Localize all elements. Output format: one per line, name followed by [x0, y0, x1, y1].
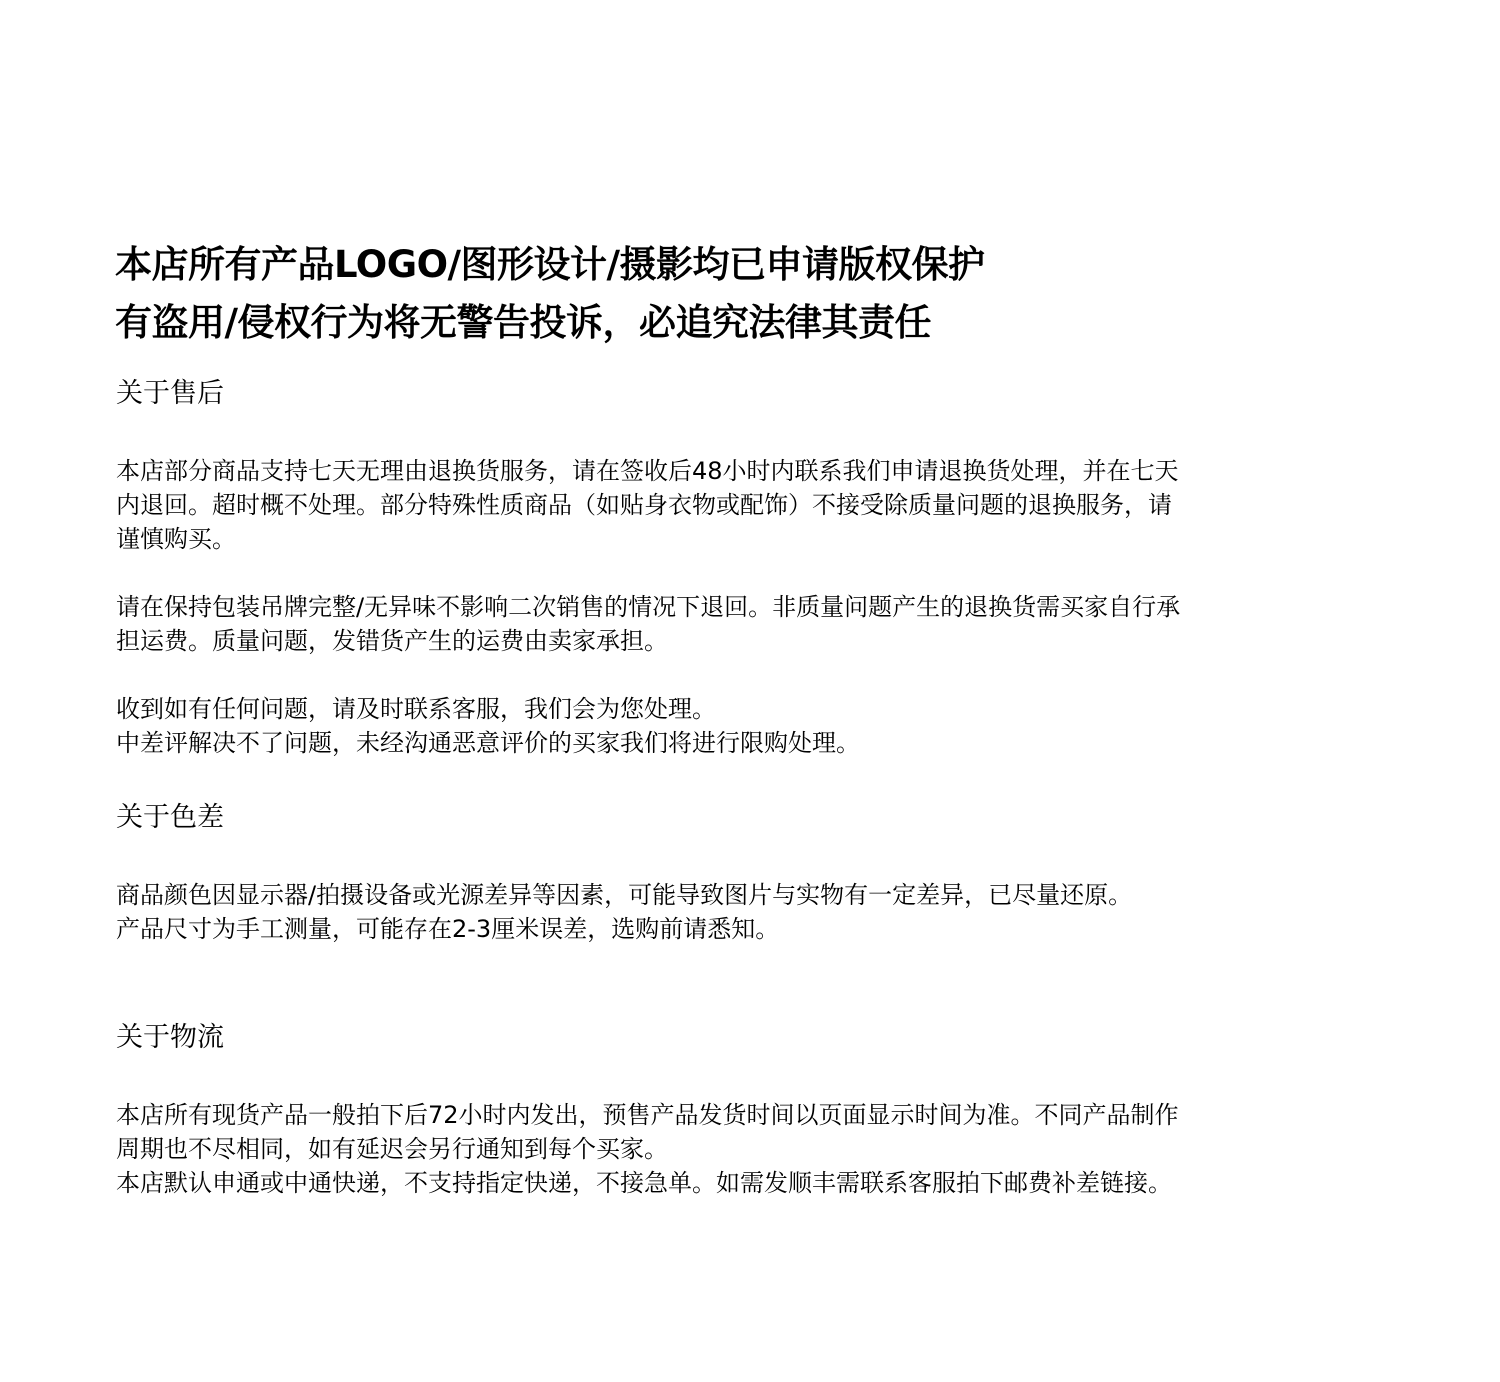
copyright-notice-line-1: 本店所有产品LOGO/图形设计/摄影均已申请版权保护 [115, 243, 985, 286]
logistics-line: 本店默认申通或中通快递，不支持指定快递，不接急单。如需发顺丰需联系客服拍下邮费补差链接。 [116, 1169, 1172, 1197]
color-difference-text [116, 878, 1391, 946]
color-difference-heading: 关于色差 [116, 802, 224, 833]
color-difference-line: 产品尺寸为手工测量，可能存在2-3厘米误差，选购前请悉知。 [116, 915, 780, 943]
logistics-text [116, 1098, 1391, 1200]
after-sales-shipping-cost [116, 590, 1391, 658]
after-sales-contact-line: 收到如有任何问题，请及时联系客服，我们会为您处理。 [116, 695, 716, 723]
copyright-notice [115, 236, 1405, 352]
after-sales-heading: 关于售后 [116, 378, 224, 409]
after-sales-return-policy [116, 454, 1391, 556]
logistics-line: 周期也不尽相同，如有延迟会另行通知到每个买家。 [116, 1135, 668, 1163]
copyright-notice-line-2: 有盗用/侵权行为将无警告投诉，必追究法律其责任 [115, 301, 932, 344]
after-sales-shipping-cost-line: 请在保持包装吊牌完整/无异味不影响二次销售的情况下退回。非质量问题产生的退换货需买家自行承 [116, 593, 1181, 621]
logistics-line: 本店所有现货产品一般拍下后72小时内发出，预售产品发货时间以页面显示时间为准。不同产品制作 [116, 1101, 1179, 1129]
after-sales-contact [116, 692, 1391, 760]
logistics-heading: 关于物流 [116, 1022, 224, 1053]
after-sales-return-policy-line: 内退回。超时概不处理。部分特殊性质商品（如贴身衣物或配饰）不接受除质量问题的退换服务，请 [116, 491, 1172, 519]
after-sales-return-policy-line: 本店部分商品支持七天无理由退换货服务，请在签收后48小时内联系我们申请退换货处理，并在七天 [116, 457, 1179, 485]
after-sales-return-policy-line: 谨慎购买。 [116, 525, 236, 553]
after-sales-contact-line: 中差评解决不了问题，未经沟通恶意评价的买家我们将进行限购处理。 [116, 729, 860, 757]
after-sales-shipping-cost-line: 担运费。质量问题，发错货产生的运费由卖家承担。 [116, 627, 668, 655]
color-difference-line: 商品颜色因显示器/拍摄设备或光源差异等因素，可能导致图片与实物有一定差异，已尽量还原。 [116, 881, 1133, 909]
